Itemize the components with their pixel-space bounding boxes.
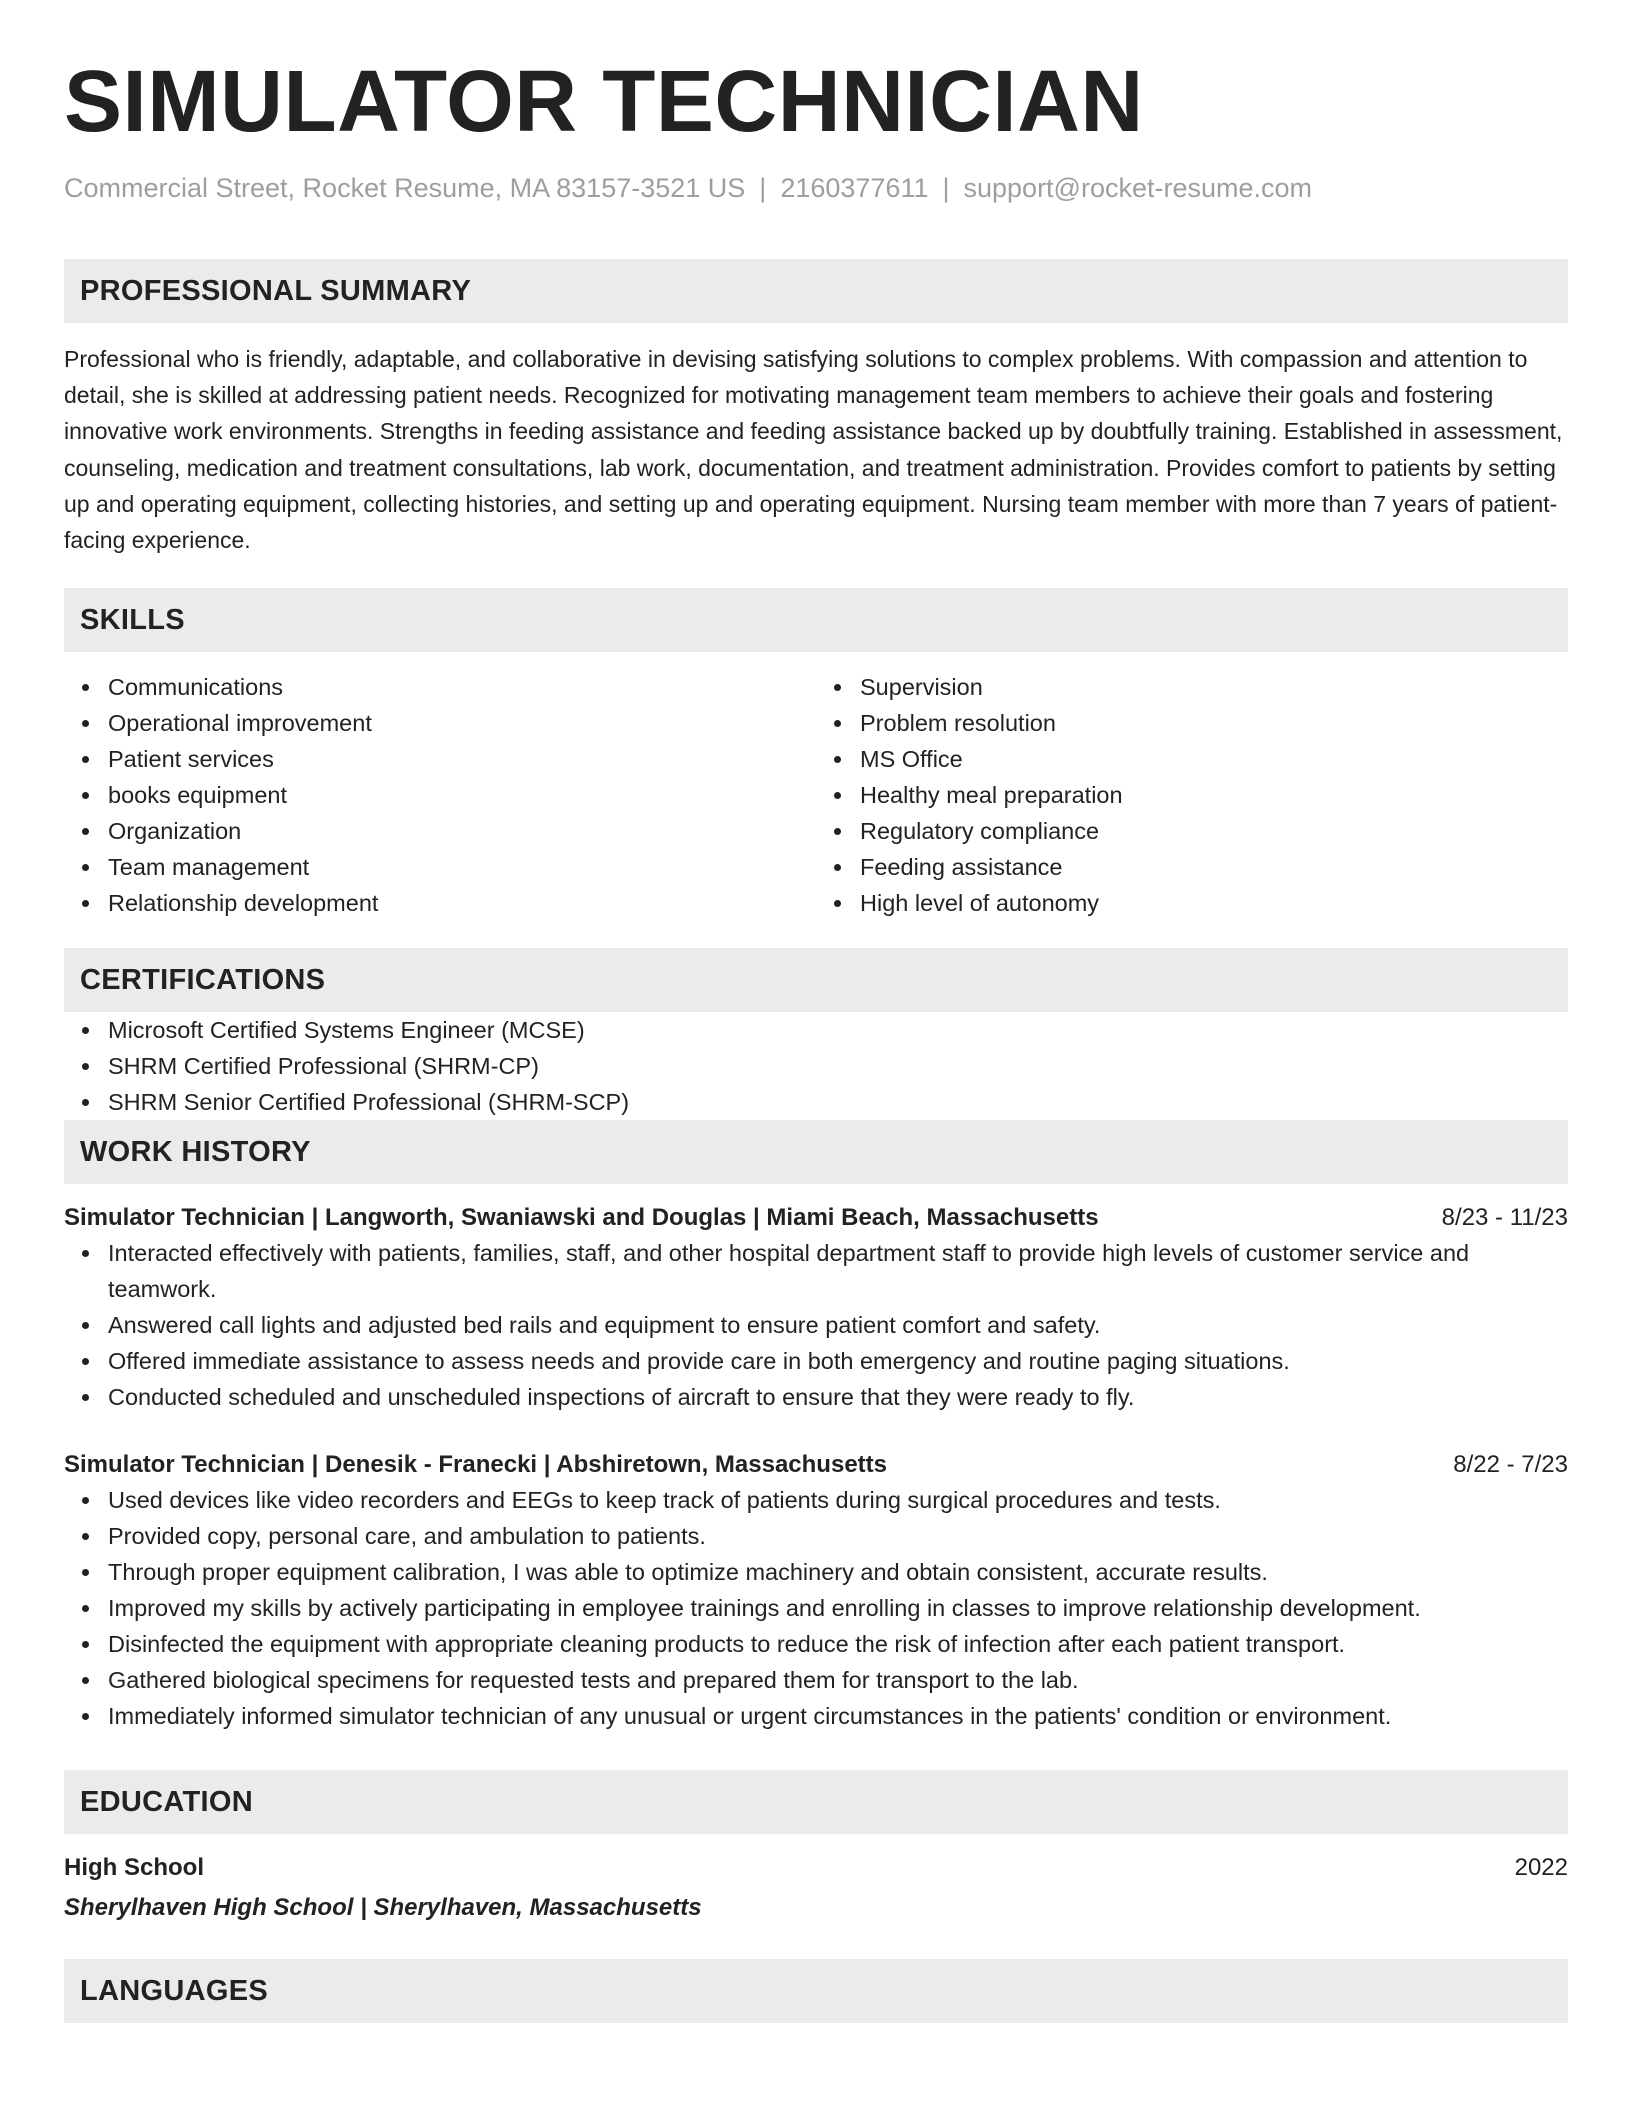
skill-item: Organization bbox=[108, 813, 816, 849]
resume-name: SIMULATOR TECHNICIAN bbox=[64, 53, 1144, 150]
job-bullets bbox=[64, 1235, 1568, 1415]
skill-item: books equipment bbox=[108, 777, 816, 813]
contact-email: support@rocket-resume.com bbox=[963, 173, 1313, 203]
job-title: Simulator Technician | Denesik - Franecki | Abshiretown, Massachusetts bbox=[64, 1451, 887, 1479]
section-heading-work-history: WORK HISTORY bbox=[64, 1120, 1568, 1184]
skill-item: Team management bbox=[108, 849, 816, 885]
skills-grid bbox=[64, 669, 1568, 921]
certification-item: Microsoft Certified Systems Engineer (MCSE) bbox=[108, 1012, 1568, 1048]
skill-item: High level of autonomy bbox=[860, 885, 1568, 921]
skill-item: Relationship development bbox=[108, 885, 816, 921]
skill-item: Communications bbox=[108, 669, 816, 705]
job-bullet: Offered immediate assistance to assess needs and provide care in both emergency and routine paging situations. bbox=[108, 1343, 1568, 1379]
job-dates: 8/22 - 7/23 bbox=[1453, 1451, 1568, 1479]
section-heading-summary: PROFESSIONAL SUMMARY bbox=[64, 259, 1568, 323]
section-heading-education: EDUCATION bbox=[64, 1770, 1568, 1834]
summary-text: Professional who is friendly, adaptable, and collaborative in devising satisfying solutions to complex problems. With compassion and attention to detail, she is skilled at addressing patient needs. Recognized for motivating management team members to achieve their goals and fostering innovative work environments. Strengths in feeding assistance and feeding assistance backed up by doubtfully training. Established in assessment, counseling, medication and treatment consultations, lab work, documentation, and treatment administration. Provides comfort to patients by setting up and operating equipment, collecting histories, and setting up and operating equipment. Nursing team member with more than 7 years of patient-facing experience. bbox=[64, 346, 1563, 554]
skill-item: Supervision bbox=[860, 669, 1568, 705]
education-year: 2022 bbox=[1514, 1854, 1568, 1882]
education-school: Sherylhaven High School | Sherylhaven, Massachusetts bbox=[64, 1894, 702, 1922]
skill-item: Feeding assistance bbox=[860, 849, 1568, 885]
contact-address: Commercial Street, Rocket Resume, MA 83157-3521 US bbox=[64, 173, 746, 203]
job-dates: 8/23 - 11/23 bbox=[1441, 1204, 1568, 1232]
certification-item: SHRM Senior Certified Professional (SHRM-SCP) bbox=[108, 1084, 1568, 1120]
contact-separator: | bbox=[942, 173, 950, 203]
job-bullet: Disinfected the equipment with appropriate cleaning products to reduce the risk of infection after each patient transport. bbox=[108, 1626, 1568, 1662]
skill-item: Problem resolution bbox=[860, 705, 1568, 741]
job-heading bbox=[64, 1201, 1568, 1235]
job-bullet: Conducted scheduled and unscheduled inspections of aircraft to ensure that they were ready to fly. bbox=[108, 1379, 1568, 1415]
job-bullet: Interacted effectively with patients, families, staff, and other hospital department staff to provide high levels of customer service and teamwork. bbox=[108, 1235, 1568, 1307]
job-title: Simulator Technician | Langworth, Swaniawski and Douglas | Miami Beach, Massachusetts bbox=[64, 1204, 1099, 1232]
contact-phone: 2160377611 bbox=[780, 173, 929, 203]
skill-item: Patient services bbox=[108, 741, 816, 777]
job-bullet: Provided copy, personal care, and ambulation to patients. bbox=[108, 1518, 1568, 1554]
education-degree: High School bbox=[64, 1854, 204, 1882]
skill-item: Regulatory compliance bbox=[860, 813, 1568, 849]
job-bullet: Gathered biological specimens for requested tests and prepared them for transport to the lab. bbox=[108, 1662, 1568, 1698]
certification-item: SHRM Certified Professional (SHRM-CP) bbox=[108, 1048, 1568, 1084]
contact-line bbox=[64, 170, 1568, 206]
job-bullets bbox=[64, 1482, 1568, 1734]
skills-left-list bbox=[64, 669, 816, 921]
job-bullet: Answered call lights and adjusted bed rails and equipment to ensure patient comfort and safety. bbox=[108, 1307, 1568, 1343]
section-heading-skills: SKILLS bbox=[64, 588, 1568, 652]
job-bullet: Immediately informed simulator technician of any unusual or urgent circumstances in the patients' condition or environment. bbox=[108, 1698, 1568, 1734]
skills-right-list bbox=[816, 669, 1568, 921]
section-heading-languages: LANGUAGES bbox=[64, 1959, 1568, 2023]
job-bullet: Used devices like video recorders and EEGs to keep track of patients during surgical procedures and tests. bbox=[108, 1482, 1568, 1518]
skill-item: Operational improvement bbox=[108, 705, 816, 741]
education-row bbox=[64, 1851, 1568, 1885]
job-bullet: Improved my skills by actively participating in employee trainings and enrolling in classes to improve relationship development. bbox=[108, 1590, 1568, 1626]
section-heading-certifications: CERTIFICATIONS bbox=[64, 948, 1568, 1012]
certifications-list bbox=[64, 1012, 1568, 1120]
contact-separator: | bbox=[759, 173, 767, 203]
skill-item: Healthy meal preparation bbox=[860, 777, 1568, 813]
job-heading bbox=[64, 1448, 1568, 1482]
job-bullet: Through proper equipment calibration, I was able to optimize machinery and obtain consistent, accurate results. bbox=[108, 1554, 1568, 1590]
skill-item: MS Office bbox=[860, 741, 1568, 777]
